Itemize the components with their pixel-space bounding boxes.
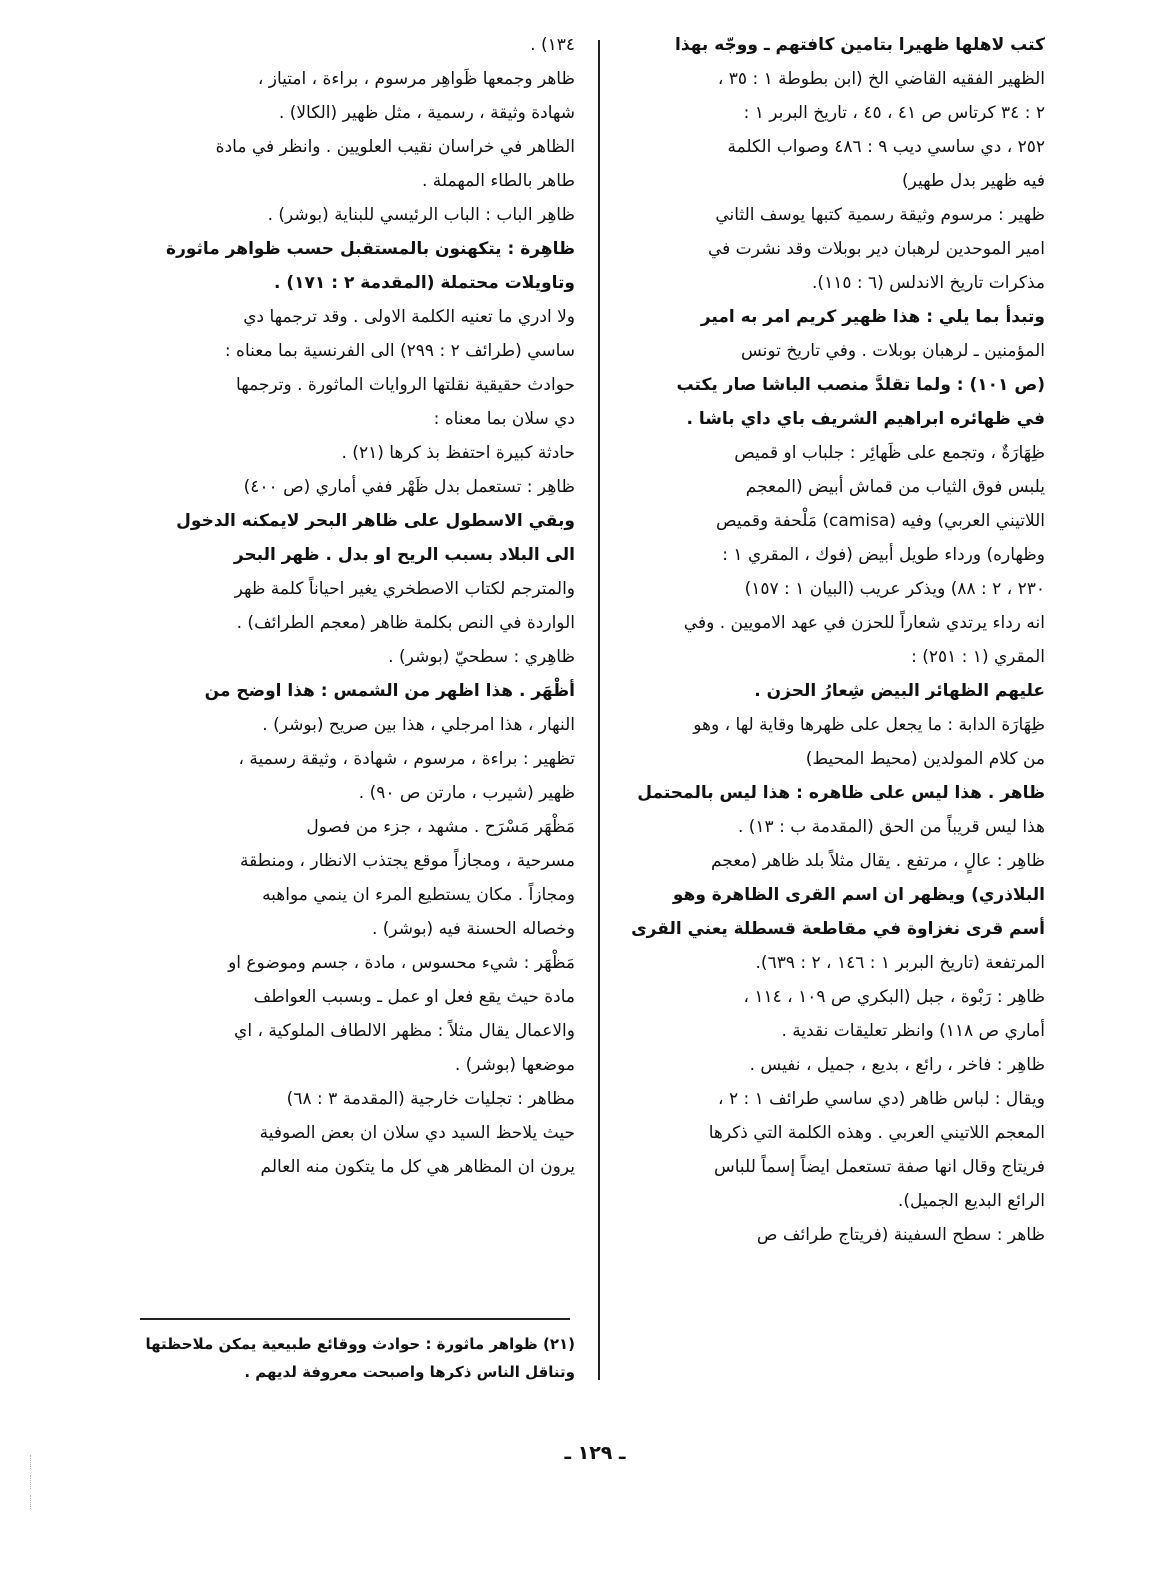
footnote-line: وتناقل الناس ذكرها واصبحت معروفة لديهم .: [244, 1363, 575, 1381]
text-line: ظاهر وجمعها ظَواهِر مرسوم ، براءة ، امتياز ،: [257, 69, 575, 89]
text-line: طاهر بالطاء المهملة .: [421, 171, 575, 191]
text-line: هذا ليس قريباً من الحق (المقدمة ب : ١٣) .: [737, 817, 1045, 837]
text-line: اللاتيني العربي) وفيه (camisa) مَلْحفة وقميص: [716, 511, 1045, 531]
text-line: أسم قرى نغزاوة في مقاطعة قسطلة يعني القرى: [631, 919, 1045, 939]
text-line: الظاهر في خراسان نقيب العلويين . وانظر في مادة: [215, 137, 575, 157]
text-line: ظاهِر : رَبْوة ، جبل (البكري ص ١٠٩ ، ١١٤ ،: [743, 987, 1045, 1007]
text-line: مذكرات تاريخ الاندلس (٦ : ١١٥).: [812, 273, 1045, 293]
text-line: مَظْهَر مَسْرَح . مشهد ، جزء من فصول: [306, 817, 575, 837]
text-line: المعجم اللاتيني العربي . وهذه الكلمة التي ذكرها: [708, 1123, 1045, 1143]
text-line: ٢٥٢ ، دي ساسي ديب ٩ : ٤٨٦ وصواب الكلمة: [727, 137, 1045, 157]
text-line: من كلام المولدين (محيط المحيط): [805, 749, 1045, 769]
text-line: وتبدأ بما يلي : هذا ظهير كريم امر به امير: [700, 307, 1045, 327]
text-line: ١٣٤) .: [530, 35, 575, 55]
text-line: مَظْهَر : شيء محسوس ، مادة ، جسم وموضوع او: [228, 953, 575, 973]
text-line: (ص ١٠١) : ولما تقلدَّ منصب الباشا صار يكتب: [676, 375, 1045, 395]
text-line: ظاهِر : عالٍ ، مرتفع . يقال مثلاً بلد ظاهر (معجم: [710, 851, 1045, 871]
text-line: ٢٣٠ ، ٢ : ٨٨) ويذكر عريب (البيان ١ : ١٥٧): [744, 579, 1045, 599]
text-line: في ظهائره ابراهيم الشريف باي داي باشا .: [686, 409, 1045, 429]
text-line: يرون ان المظاهر هي كل ما يتكون منه العالم: [260, 1157, 575, 1177]
text-line: عليهم الظهائر البيض شِعارُ الحزن .: [754, 681, 1045, 701]
text-line: دي سلان بما معناه :: [433, 409, 575, 429]
text-line: وتاويلات محتملة (المقدمة ٢ : ١٧١) .: [274, 273, 575, 293]
text-line: ظاهِر : تستعمل بدل ظَهْر ففي أماري (ص ٤٠٠): [243, 477, 575, 497]
text-line: كتب لاهلها ظهيرا بتامين كافتهم ـ ووجّه بهذا: [675, 35, 1045, 55]
text-line: وبقي الاسطول على ظاهر البحر لايمكنه الدخول: [176, 511, 575, 531]
text-line: امير الموحدين لرهبان دير بوبلات وقد نشرت في: [707, 239, 1045, 259]
text-line: مسرحية ، ومجازاً موقع يجتذب الانظار ، ومنطقة: [239, 851, 575, 871]
text-line: والاعمال يقال مثلاً : مظهر الالطاف الملوكية ، اي: [234, 1021, 575, 1041]
text-line: ظاهِر : فاخر ، رائع ، بديع ، جميل ، نفيس .: [749, 1055, 1045, 1075]
text-line: تظهير : براءة ، مرسوم ، شهادة ، وثيقة رسمية ،: [238, 749, 575, 769]
text-line: موضعها (بوشر) .: [454, 1055, 575, 1075]
text-line: ظاهر : سطح السفينة (فريتاج طرائف ص: [756, 1225, 1045, 1245]
column-divider: [598, 40, 600, 1380]
text-line: ساسي (طرائف ٢ : ٢٩٩) الى الفرنسية بما معناه :: [224, 341, 575, 361]
text-line: ظهير (شيرب ، مارتن ص ٩٠) .: [358, 783, 575, 803]
text-line: أظْهَر . هذا اظهر من الشمس : هذا اوضح من: [204, 681, 575, 701]
text-line: وخصاله الحسنة فيه (بوشر) .: [371, 919, 575, 939]
text-line: والمترجم لكتاب الاصطخري يغير احياناً كلمة ظهر: [234, 579, 575, 599]
text-line: فريتاج وقال انها صفة تستعمل ايضاً إسماً للباس: [714, 1157, 1045, 1177]
footnote-rule: [140, 1318, 570, 1320]
text-line: ظاهِر الباب : الباب الرئيسي للبناية (بوشر) .: [267, 205, 575, 225]
text-line: ويقال : لباس ظاهر (دي ساسي طرائف ١ : ٢ ،: [718, 1089, 1045, 1109]
text-line: الظهير الفقيه القاضي الخ (ابن بطوطة ١ : ٣٥ ،: [717, 69, 1045, 89]
text-line: المؤمنين ـ لرهبان بوبلات . وفي تاريخ تونس: [741, 341, 1045, 361]
text-line: الى البلاد بسبب الريح او بدل . ظهر البحر: [233, 545, 575, 565]
text-line: مادة حيث يقع فعل او عمل ـ وبسبب العواطف: [253, 987, 575, 1007]
text-line: النهار ، هذا امرجلي ، هذا بين صريح (بوشر) .: [262, 715, 575, 735]
text-line: ٢ : ٣٤ كرتاس ص ٤١ ، ٤٥ ، تاريخ البربر ١ :: [743, 103, 1045, 123]
text-line: مظاهر : تجليات خارجية (المقدمة ٣ : ٦٨): [286, 1089, 575, 1109]
text-line: فيه ظهير بدل طهير): [902, 171, 1045, 191]
left-column: [135, 28, 575, 1184]
footnote-line: (٢١) ظواهر ماثورة : حوادث ووقائع طبيعية يمكن ملاحظتها: [145, 1335, 575, 1353]
text-line: أماري ص ١١٨) وانظر تعليقات نقدية .: [781, 1021, 1045, 1041]
text-line: الواردة في النص بكلمة ظاهر (معجم الطرائف) .: [236, 613, 575, 633]
text-line: المقري (١ : ٢٥١) :: [911, 647, 1045, 667]
text-line: انه رداء يرتدي شعاراً للحزن في عهد الامويين . وفي: [683, 613, 1045, 633]
text-line: ظِهَارَة الدابة : ما يجعل على ظهرها وقاية لها ، وهو: [693, 715, 1045, 735]
text-line: يلبس فوق الثياب من قماش أبيض (المعجم: [745, 477, 1045, 497]
footnotes: [135, 1330, 575, 1386]
text-line: وظهاره) ورداء طويل أبيض (فوك ، المقري ١ :: [722, 545, 1045, 565]
text-line: المرتفعة (تاريخ البربر ١ : ١٤٦ ، ٢ : ٦٣٩).: [755, 953, 1045, 973]
text-line: ومجازاً . مكان يستطيع المرء ان ينمي مواهبه: [262, 885, 575, 905]
text-line: حادثة كبيرة احتفظ بذ كرها (٢١) .: [341, 443, 575, 463]
text-line: حوادث حقيقية نقلتها الروايات الماثورة . وترجمها: [236, 375, 575, 395]
page-number: ـ ١٢٩ ـ: [564, 1442, 626, 1464]
right-column: [615, 28, 1045, 1252]
text-line: ظاهر . هذا ليس على ظاهره : هذا ليس بالمحتمل: [637, 783, 1045, 803]
text-line: ظهير : مرسوم وثيقة رسمية كتبها يوسف الثاني: [715, 205, 1045, 225]
scan-edge-mark: [30, 1495, 35, 1509]
text-line: ظاهِري : سطحيّ (بوشر) .: [388, 647, 575, 667]
text-line: البلاذري) ويظهر ان اسم القرى الظاهرة وهو: [672, 885, 1045, 905]
text-line: ظاهِرة : يتكهنون بالمستقبل حسب ظواهر ماثورة: [166, 239, 575, 259]
scan-edge-mark: [30, 1475, 35, 1489]
text-line: ظِهَارَةٌ ، وتجمع على ظَهائِر : جلباب او قميص: [734, 443, 1045, 463]
text-line: شهادة وثيقة ، رسمية ، مثل ظهير (الكالا) .: [278, 103, 575, 123]
text-line: حيث يلاحظ السيد دي سلان ان بعض الصوفية: [259, 1123, 575, 1143]
scan-edge-mark: [30, 1455, 35, 1469]
text-line: الرائع البديع الجميل).: [897, 1191, 1045, 1211]
text-line: ولا ادري ما تعنيه الكلمة الاولى . وقد ترجمها دي: [243, 307, 575, 327]
